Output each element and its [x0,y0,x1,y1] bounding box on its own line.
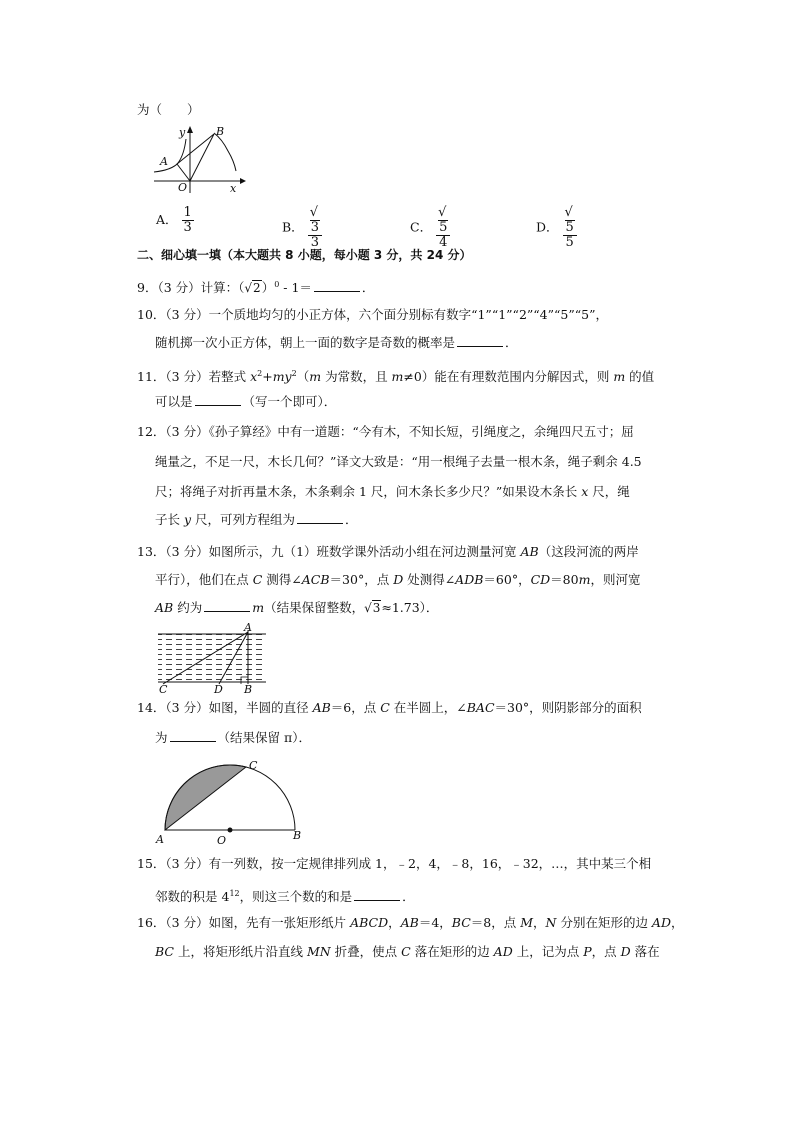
q12-line3: 尺；将绳子对折再量木条，木条剩余 1 尺，问木条长多少尺？”如果设木条长 x 尺，绳 [155,484,630,499]
q10-answer-blank[interactable] [457,334,503,347]
q10-line1: 10．（3 分）一个质地均匀的小正方体，六个面分别标有数字“1”“1”“2”“4”“5”“5”， [137,307,608,322]
q16-line1: 16．（3 分）如图，先有一张矩形纸片 ABCD，AB＝4，BC＝8，点 M，N 分别在矩形的边 AD， [137,915,684,930]
fig14-o: O [217,834,227,847]
option-c[interactable]: C． √ 5 4 [410,206,450,250]
option-b[interactable]: B． √ 3 3 [282,206,322,250]
q14-line2: 为 （结果保留 π）． [155,730,311,745]
q11-line2: 可以是 （写一个即可）． [155,394,337,409]
option-d[interactable]: D． √ 5 5 [536,206,577,250]
fig13-d: D [214,683,223,696]
q14-line1: 14．（3 分）如图，半圆的直径 AB＝6，点 C 在半圆上，∠BAC＝30°，则阴影部分的面积 [137,700,642,715]
q13-line3: AB 约为 m（结果保留整数，√3≈1.73）． [155,600,439,615]
q11-answer-blank[interactable] [195,393,241,406]
section-2-title: 二、细心填一填（本大题共 8 小题，每小题 3 分，共 24 分） [137,248,472,262]
q15-answer-blank[interactable] [354,888,400,901]
fig14-c: C [249,759,258,772]
q10-line2: 随机掷一次小正方体，朝上一面的数字是奇数的概率是 ． [155,335,518,350]
fig13-c: C [159,683,168,696]
fig8-a: A [160,155,168,168]
fig8-x: x [230,182,237,195]
fig14-b: B [293,829,302,842]
q14-answer-blank[interactable] [170,729,216,742]
q15-line2: 邻数的积是 $4^{12}$，则这三个数的和是 ． [155,889,415,905]
q8-figure [150,125,250,197]
q14-figure [155,755,305,847]
q13-line2: 平行），他们在点 C 测得∠ACB＝30°，点 D 处测得∠ADB＝60°，CD＝80m，则河宽 [155,572,641,587]
fig8-y: y [179,126,186,139]
fig8-o: O [178,181,188,194]
q12-answer-blank[interactable] [297,511,343,524]
q12-line2: 绳量之，不足一尺，木长几何？”译文大致是：“用一根绳子去量一根木条，绳子剩余 4.5 [155,454,642,469]
q16-line2: BC 上，将矩形纸片沿直线 MN 折叠，使点 C 落在矩形的边 AD 上，记为点 P，点 D 落在 [155,944,660,959]
q12-line1: 12．（3 分）《孙子算经》中有一道题：“今有木，不知长短，引绳度之，余绳四尺五寸；屈 [137,424,634,439]
fig14-a: A [156,833,164,846]
q12-line4: 子长 y 尺，可列方程组为 ． [155,512,358,527]
q15-line1: 15．（3 分）有一列数，按一定规律排列成 1，﹣2，4，﹣8，16，﹣32，…，其中某三个相 [137,856,652,871]
q9: 9．（3 分）计算：$(√2)^0 - 1=$ ． [137,280,375,296]
q13-answer-blank[interactable] [204,599,250,612]
fig13-b: B [244,683,253,696]
fig13-a: A [244,621,252,634]
q13-line1: 13．（3 分）如图所示，九（1）班数学课外活动小组在河边测量河宽 AB（这段河流的两岸 [137,544,639,559]
q8-tail: 为（ ） [137,102,200,117]
q13-figure [155,622,270,694]
q11-line1: 11．（3 分）若整式 $x^2+my^2(m$ 为常数，且 m≠0）能在有理数范围内分解因式，则 m 的值 [137,369,655,385]
q9-answer-blank[interactable] [314,279,360,292]
fig8-b: B [216,125,225,138]
option-a[interactable]: A． $\frac{1}{3}$ [156,205,192,235]
